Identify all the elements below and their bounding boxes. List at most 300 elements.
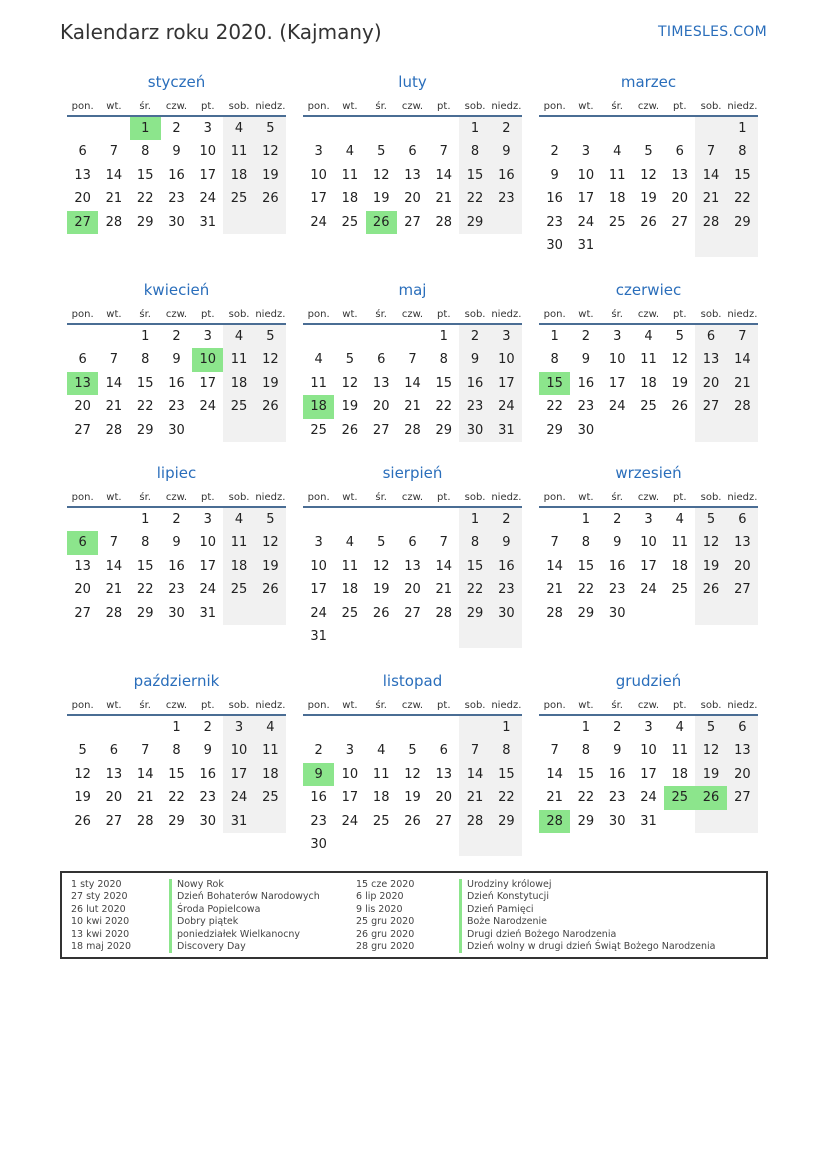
day-blank — [695, 419, 726, 442]
day-cell: 21 — [404, 399, 421, 415]
day-cell-weekend: 14 — [459, 763, 490, 786]
day-cell-weekend: 28 — [727, 395, 758, 418]
day-cell: 22 — [168, 790, 185, 806]
day-blank — [539, 716, 570, 739]
day-cell: 8 — [581, 535, 591, 551]
weekday-label: sob. — [700, 700, 722, 711]
day-cell-weekend: 1 — [459, 508, 490, 531]
day-cell-holiday: 13 — [67, 372, 98, 395]
month-calendar — [303, 463, 522, 648]
month-name: listopad — [382, 672, 443, 690]
day-cell: 15 — [577, 558, 595, 574]
holiday-name: Nowy Rok — [177, 879, 224, 890]
weekday-header — [539, 486, 758, 508]
day-cell: 22 — [136, 399, 154, 415]
weekday-label: niedz. — [727, 309, 758, 320]
weekday-label: śr. — [375, 700, 387, 711]
holiday-date: 26 lut 2020 — [71, 903, 126, 915]
day-cell-holiday: 9 — [303, 763, 334, 786]
day-cell: 6 — [78, 352, 87, 368]
holiday-date: 15 cze 2020 — [356, 879, 415, 890]
day-cell: 21 — [435, 582, 453, 598]
day-cell: 8 — [141, 352, 150, 368]
month-calendar — [67, 463, 286, 625]
day-grid — [67, 325, 286, 442]
day-cell-weekend: 21 — [695, 187, 726, 210]
day-blank — [602, 117, 633, 140]
day-cell: 23 — [310, 813, 327, 829]
day-blank — [428, 117, 459, 140]
day-cell-weekend: 2 — [491, 508, 522, 531]
day-blank — [67, 117, 98, 140]
day-blank — [98, 325, 129, 348]
day-cell-weekend: 15 — [459, 164, 490, 187]
weekday-label: śr. — [375, 492, 387, 503]
day-cell: 23 — [608, 790, 626, 806]
weekday-header — [67, 303, 286, 325]
day-blank — [570, 117, 601, 140]
day-blank — [334, 625, 365, 648]
day-cell-weekend: 22 — [459, 578, 490, 601]
day-cell: 31 — [199, 214, 217, 230]
day-cell-weekend: 26 — [255, 578, 286, 601]
day-cell: 2 — [314, 743, 323, 759]
day-cell: 23 — [546, 214, 563, 230]
day-cell: 9 — [581, 352, 591, 368]
day-cell: 3 — [644, 512, 653, 527]
day-cell-holiday: 25 — [664, 786, 695, 809]
weekday-label: niedz. — [491, 492, 522, 503]
day-cell: 6 — [408, 535, 417, 551]
day-cell-holiday: 26 — [366, 211, 397, 234]
month-calendar — [67, 72, 286, 234]
day-cell: 3 — [203, 512, 212, 527]
day-cell: 27 — [404, 214, 421, 230]
day-cell-holiday: 27 — [67, 211, 98, 234]
day-blank — [255, 602, 286, 625]
holiday-date: 10 kwi 2020 — [71, 916, 130, 928]
day-cell: 9 — [172, 352, 181, 368]
day-blank — [664, 234, 695, 257]
day-cell: 24 — [640, 790, 657, 806]
holiday-date: 27 sty 2020 — [71, 891, 128, 903]
day-cell-holiday: 28 — [539, 810, 570, 833]
day-cell: 17 — [341, 790, 359, 806]
day-cell-weekend: 13 — [695, 348, 726, 371]
day-cell-weekend: 12 — [255, 531, 286, 554]
day-cell: 3 — [203, 329, 212, 344]
day-cell: 26 — [671, 399, 689, 415]
day-cell: 12 — [671, 352, 689, 368]
day-cell: 1 — [439, 329, 448, 344]
day-cell: 24 — [199, 582, 217, 598]
day-cell: 10 — [608, 352, 626, 368]
day-blank — [255, 211, 286, 234]
day-cell-weekend: 6 — [695, 325, 726, 348]
day-cell: 22 — [136, 582, 154, 598]
day-cell: 28 — [435, 214, 453, 230]
day-cell: 20 — [404, 191, 421, 207]
day-cell: 18 — [372, 790, 390, 806]
day-cell: 11 — [372, 766, 390, 782]
weekday-header — [303, 486, 522, 508]
day-blank — [664, 602, 695, 625]
weekday-label: niedz. — [255, 309, 286, 320]
weekday-label: pt. — [201, 309, 215, 320]
day-cell: 26 — [404, 813, 421, 829]
day-cell: 14 — [105, 558, 123, 574]
day-cell-weekend: 7 — [695, 140, 726, 163]
weekday-label: wt. — [106, 309, 122, 320]
day-cell: 25 — [310, 422, 327, 438]
day-cell: 2 — [613, 720, 622, 735]
day-cell: 11 — [608, 167, 626, 183]
holiday-name: Dzień Pamięci — [467, 903, 534, 915]
day-cell-weekend: 1 — [491, 716, 522, 739]
day-cell: 22 — [136, 191, 154, 207]
day-cell: 27 — [372, 422, 390, 438]
holiday-name: Dzień Bohaterów Narodowych — [177, 891, 320, 903]
day-cell-weekend: 10 — [491, 348, 522, 371]
weekday-label: śr. — [139, 309, 151, 320]
day-cell: 1 — [172, 720, 181, 735]
day-cell: 5 — [408, 743, 417, 759]
weekday-label: czw. — [637, 309, 660, 320]
day-cell-weekend: 18 — [223, 372, 254, 395]
day-blank — [428, 508, 459, 531]
day-cell: 13 — [74, 167, 91, 183]
weekday-label: sob. — [464, 309, 486, 320]
day-cell: 21 — [546, 582, 563, 598]
day-cell: 10 — [341, 766, 359, 782]
weekday-label: czw. — [637, 492, 660, 503]
day-cell: 8 — [550, 352, 559, 368]
day-cell: 1 — [550, 329, 559, 344]
day-cell: 14 — [546, 558, 563, 574]
weekday-label: pon. — [71, 101, 94, 112]
day-cell-weekend: 1 — [727, 117, 758, 140]
day-cell-weekend: 9 — [491, 531, 522, 554]
day-cell-weekend: 11 — [255, 739, 286, 762]
day-blank — [366, 117, 397, 140]
holiday-name: poniedziałek Wielkanocny — [177, 928, 301, 940]
day-cell-weekend: 7 — [727, 325, 758, 348]
day-cell-weekend: 3 — [491, 325, 522, 348]
weekday-label: pon. — [71, 492, 94, 503]
day-blank — [255, 419, 286, 442]
day-cell: 29 — [577, 605, 595, 621]
day-cell-weekend: 25 — [223, 187, 254, 210]
weekday-label: śr. — [611, 101, 623, 112]
weekday-label: pt. — [673, 101, 687, 112]
day-cell-weekend: 5 — [255, 508, 286, 531]
day-cell-weekend: 6 — [727, 716, 758, 739]
day-cell: 31 — [199, 605, 217, 621]
day-cell: 1 — [141, 512, 150, 527]
day-cell: 2 — [613, 512, 622, 527]
day-cell: 15 — [136, 558, 154, 574]
day-cell-weekend: 20 — [727, 763, 758, 786]
weekday-label: sob. — [464, 492, 486, 503]
day-cell-holiday: 15 — [539, 372, 570, 395]
holiday-name: Dobry piątek — [177, 916, 239, 928]
day-cell: 26 — [74, 813, 91, 829]
day-cell: 26 — [640, 214, 657, 230]
day-cell: 17 — [310, 582, 327, 598]
weekday-label: pon. — [307, 101, 330, 112]
day-cell: 19 — [372, 582, 390, 598]
day-cell: 6 — [439, 743, 448, 759]
day-cell-weekend: 25 — [223, 395, 254, 418]
day-cell-weekend: 14 — [727, 348, 758, 371]
day-grid — [539, 716, 758, 833]
day-cell-weekend: 5 — [255, 117, 286, 140]
weekday-label: wt. — [342, 101, 358, 112]
day-blank — [695, 234, 726, 257]
day-cell: 7 — [439, 535, 448, 551]
day-cell: 13 — [404, 167, 421, 183]
weekday-label: pt. — [673, 492, 687, 503]
day-cell-weekend: 26 — [255, 187, 286, 210]
day-cell-weekend: 12 — [695, 739, 726, 762]
day-cell: 13 — [404, 558, 421, 574]
month-calendar — [303, 280, 522, 442]
holiday-name: Urodziny królowej — [467, 879, 552, 890]
day-cell-weekend: 13 — [727, 531, 758, 554]
weekday-label: wt. — [578, 700, 594, 711]
weekday-label: pon. — [543, 309, 566, 320]
weekday-label: pon. — [71, 700, 94, 711]
day-cell: 3 — [345, 743, 355, 759]
day-cell-weekend: 25 — [255, 786, 286, 809]
day-blank — [192, 419, 223, 442]
day-cell-holiday: 26 — [695, 786, 726, 809]
day-cell: 14 — [105, 167, 123, 183]
day-cell-weekend: 8 — [727, 140, 758, 163]
legend-dates-right — [356, 879, 414, 953]
weekday-label: wt. — [578, 101, 594, 112]
day-blank — [428, 625, 459, 648]
day-grid — [303, 508, 522, 648]
day-blank — [695, 810, 726, 833]
day-cell-holiday: 10 — [192, 348, 223, 371]
day-cell: 5 — [644, 144, 653, 160]
day-blank — [98, 716, 129, 739]
day-cell: 13 — [671, 167, 689, 183]
day-cell: 6 — [408, 144, 417, 160]
day-cell: 1 — [141, 329, 150, 344]
day-blank — [223, 419, 254, 442]
day-cell: 27 — [671, 214, 689, 230]
day-cell-weekend: 29 — [727, 211, 758, 234]
day-blank — [334, 833, 365, 856]
day-blank — [223, 211, 254, 234]
day-cell: 30 — [199, 813, 217, 829]
day-cell: 29 — [435, 422, 453, 438]
day-cell: 13 — [372, 375, 390, 391]
day-cell: 29 — [136, 422, 154, 438]
day-blank — [633, 602, 664, 625]
day-grid — [303, 716, 522, 856]
day-cell: 24 — [310, 605, 327, 621]
day-cell: 1 — [581, 512, 591, 527]
weekday-label: sob. — [228, 492, 250, 503]
day-cell: 11 — [671, 743, 689, 759]
day-cell: 20 — [74, 399, 91, 415]
month-name: styczeń — [147, 73, 206, 91]
day-cell: 9 — [613, 743, 622, 759]
day-blank — [334, 117, 365, 140]
legend-color-bar — [169, 879, 172, 953]
day-cell: 4 — [345, 144, 355, 160]
month-calendar — [303, 671, 522, 856]
day-cell: 25 — [671, 582, 689, 598]
weekday-label: pon. — [307, 700, 330, 711]
weekday-label: pt. — [673, 309, 687, 320]
day-cell: 25 — [341, 605, 359, 621]
day-blank — [695, 602, 726, 625]
day-blank — [366, 833, 397, 856]
day-blank — [539, 508, 570, 531]
day-cell-weekend: 6 — [727, 508, 758, 531]
day-cell: 5 — [78, 743, 87, 759]
day-cell: 10 — [199, 144, 217, 160]
day-cell-weekend: 4 — [223, 117, 254, 140]
day-cell: 24 — [608, 399, 626, 415]
day-cell: 15 — [168, 766, 185, 782]
month-name: marzec — [620, 73, 677, 91]
day-cell: 8 — [172, 743, 181, 759]
day-cell: 17 — [640, 558, 657, 574]
day-cell: 7 — [550, 535, 559, 551]
site-link[interactable]: TIMESLES.COM — [658, 24, 767, 40]
day-cell: 18 — [608, 191, 626, 207]
day-blank — [664, 419, 695, 442]
day-cell: 23 — [168, 399, 185, 415]
day-cell: 30 — [168, 214, 185, 230]
day-cell: 2 — [581, 329, 591, 344]
day-cell: 17 — [199, 375, 217, 391]
day-cell-weekend: 18 — [255, 763, 286, 786]
day-blank — [664, 117, 695, 140]
day-cell: 3 — [644, 720, 653, 735]
day-cell: 30 — [168, 605, 185, 621]
day-cell-weekend: 17 — [491, 372, 522, 395]
month-calendar — [539, 72, 758, 257]
weekday-label: niedz. — [727, 700, 758, 711]
day-blank — [303, 716, 334, 739]
holiday-date: 6 lip 2020 — [356, 891, 404, 903]
day-cell-weekend: 10 — [223, 739, 254, 762]
day-cell: 23 — [168, 582, 185, 598]
day-blank — [303, 325, 334, 348]
weekday-label: wt. — [106, 700, 122, 711]
day-cell: 7 — [109, 535, 119, 551]
day-cell: 21 — [105, 582, 123, 598]
day-cell: 27 — [435, 813, 453, 829]
weekday-label: pt. — [201, 700, 215, 711]
day-blank — [334, 325, 365, 348]
day-cell: 25 — [341, 214, 359, 230]
weekday-label: niedz. — [491, 700, 522, 711]
day-cell: 30 — [546, 237, 563, 253]
day-cell: 16 — [608, 558, 626, 574]
day-cell: 9 — [172, 144, 181, 160]
day-cell: 23 — [199, 790, 217, 806]
weekday-label: sob. — [228, 700, 250, 711]
day-cell: 6 — [78, 144, 87, 160]
day-cell: 12 — [74, 766, 91, 782]
day-blank — [303, 117, 334, 140]
day-grid — [539, 117, 758, 257]
day-blank — [397, 716, 428, 739]
holiday-name: Discovery Day — [177, 940, 246, 952]
day-cell: 9 — [550, 167, 559, 183]
day-cell: 12 — [372, 558, 390, 574]
day-cell: 27 — [105, 813, 123, 829]
day-cell: 13 — [74, 558, 91, 574]
day-cell: 11 — [341, 167, 359, 183]
day-cell: 18 — [671, 558, 689, 574]
weekday-label: pt. — [437, 700, 451, 711]
day-blank — [366, 625, 397, 648]
day-cell-weekend: 21 — [727, 372, 758, 395]
day-cell: 3 — [314, 535, 323, 551]
day-cell: 31 — [640, 813, 657, 829]
weekday-label: śr. — [611, 492, 623, 503]
day-cell: 19 — [341, 399, 359, 415]
day-cell: 29 — [168, 813, 185, 829]
day-cell: 18 — [341, 582, 359, 598]
day-cell-weekend: 31 — [223, 810, 254, 833]
weekday-label: śr. — [139, 700, 151, 711]
weekday-label: śr. — [611, 700, 623, 711]
day-cell: 19 — [74, 790, 91, 806]
weekday-label: wt. — [342, 309, 358, 320]
legend-names-right — [467, 879, 716, 953]
day-cell: 1 — [581, 720, 591, 735]
day-blank — [428, 833, 459, 856]
day-cell-weekend: 8 — [491, 739, 522, 762]
page-title: Kalendarz roku 2020. (Kajmany) — [60, 20, 382, 44]
day-blank — [727, 810, 758, 833]
day-cell: 17 — [608, 375, 626, 391]
day-cell: 15 — [136, 167, 154, 183]
day-blank — [67, 325, 98, 348]
day-cell: 4 — [644, 329, 653, 344]
day-cell: 11 — [310, 375, 327, 391]
day-cell: 30 — [310, 836, 327, 852]
day-cell: 12 — [341, 375, 359, 391]
day-cell: 21 — [105, 399, 123, 415]
weekday-label: pon. — [543, 101, 566, 112]
holiday-name: Boże Narodzenie — [467, 916, 547, 928]
day-cell: 14 — [435, 558, 453, 574]
day-cell-weekend: 19 — [695, 763, 726, 786]
day-cell: 12 — [640, 167, 657, 183]
holiday-date: 18 maj 2020 — [71, 940, 132, 952]
day-cell-weekend: 15 — [491, 763, 522, 786]
day-blank — [602, 419, 633, 442]
weekday-label: wt. — [578, 309, 594, 320]
weekday-label: wt. — [106, 101, 122, 112]
day-cell-weekend: 18 — [223, 555, 254, 578]
day-cell: 10 — [310, 558, 327, 574]
day-cell-weekend: 4 — [223, 325, 254, 348]
day-cell: 23 — [168, 191, 185, 207]
day-cell: 5 — [377, 535, 386, 551]
day-cell: 27 — [404, 605, 421, 621]
